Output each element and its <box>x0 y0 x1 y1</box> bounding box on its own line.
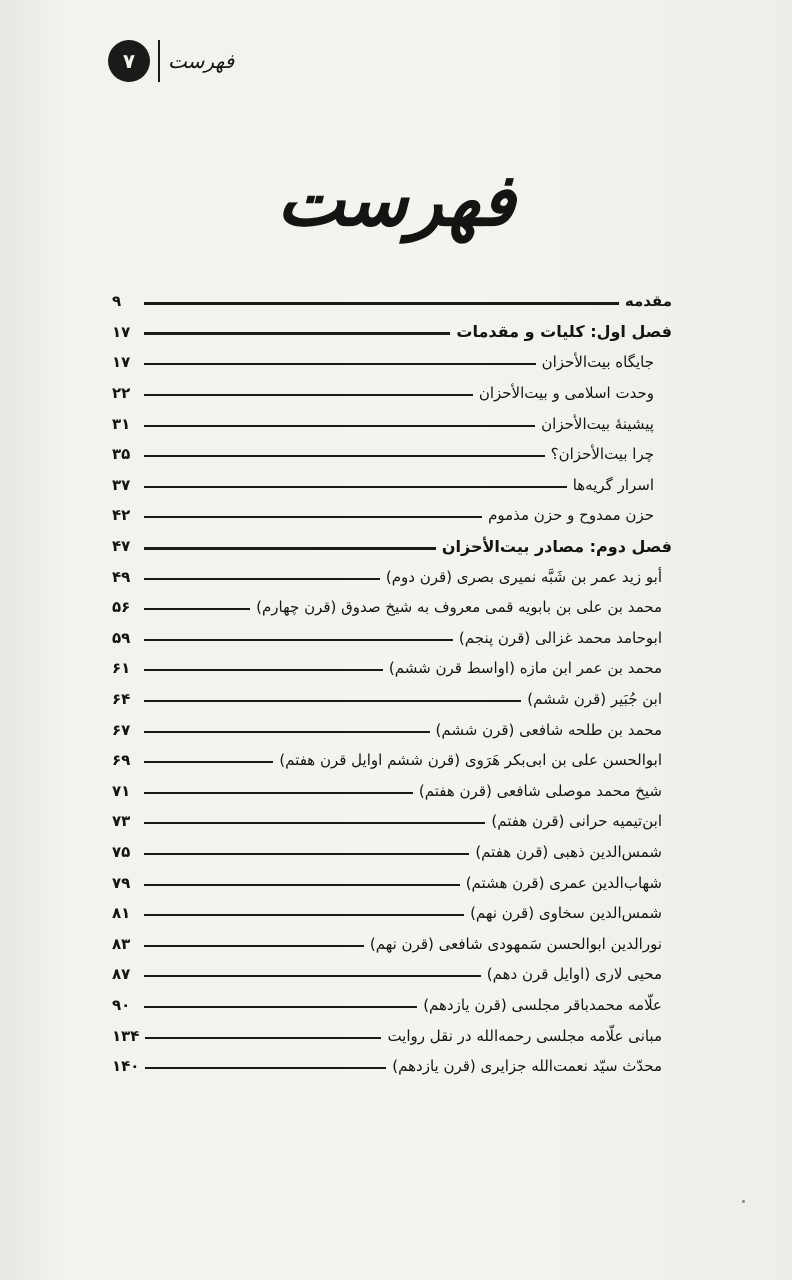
toc-entry <box>112 776 672 807</box>
toc-entry <box>112 837 672 868</box>
toc-entry-title: مبانی علّامه مجلسی رحمه‌الله در نقل روایت <box>387 1026 662 1045</box>
toc-leader-line <box>144 332 450 335</box>
toc-leader-line <box>145 1067 386 1069</box>
toc-entry-page: ۲۲ <box>112 384 131 403</box>
toc-entry-page: ۴۹ <box>112 567 131 586</box>
toc-entry-title: محمد بن عمر ابن مازه (اواسط قرن ششم) <box>388 659 662 678</box>
toc-entry-title: اسرار گریه‌ها <box>572 475 654 494</box>
toc-entry <box>112 714 672 745</box>
toc-leader-line <box>144 394 473 396</box>
toc-leader-line <box>144 516 482 518</box>
toc-entry-page: ۱۷ <box>112 353 131 372</box>
toc-leader-line <box>144 363 536 365</box>
toc-leader-line <box>144 578 380 580</box>
toc-entry <box>112 347 672 378</box>
toc-leader-line <box>144 486 567 488</box>
toc-entry-title: شیخ محمد موصلی شافعی (قرن هفتم) <box>418 781 662 800</box>
toc-entry-page: ۴۷ <box>112 537 131 556</box>
toc-leader-line <box>144 425 535 427</box>
toc-entry-title: حزن ممدوح و حزن مذموم <box>488 506 654 525</box>
toc-entry <box>112 745 672 776</box>
toc-entry-page: ۱۴۰ <box>112 1057 140 1076</box>
toc-leader-line <box>144 669 383 671</box>
toc-entry <box>112 898 672 929</box>
toc-entry-title: ابن‌تیمیه حرانی (قرن هفتم) <box>491 812 662 831</box>
toc-entry-title: علّامه محمدباقر مجلسی (قرن یازدهم) <box>423 995 662 1014</box>
toc-entry-title: أبو زید عمر بن شَبَّه نمیری بصری (قرن دوم) <box>385 567 662 586</box>
toc-entry <box>112 378 672 409</box>
toc-entry-page: ۷۵ <box>112 842 131 861</box>
toc-leader-line <box>144 639 453 641</box>
toc-entry-title: محیی لاری (اوایل قرن دهم) <box>486 965 662 984</box>
toc-entry-page: ۱۷ <box>112 322 131 341</box>
toc-entry-page: ۶۹ <box>112 751 131 770</box>
toc-entry-title: شمس‌الدین ذهبی (قرن هفتم) <box>475 842 662 861</box>
toc-entry <box>112 990 672 1021</box>
toc-entry <box>112 928 672 959</box>
toc-entry-title: جایگاه بیت‌الأحزان <box>541 353 654 372</box>
toc-entry-page: ۷۹ <box>112 873 131 892</box>
toc-entry-title: پیشینهٔ بیت‌الأحزان <box>541 414 654 433</box>
toc-entry-title: شمس‌الدین سخاوی (قرن نهم) <box>470 904 662 923</box>
toc-entry <box>112 408 672 439</box>
toc-entry-title: چرا بیت‌الأحزان؟ <box>550 445 654 464</box>
toc-entry <box>112 867 672 898</box>
toc-entry-title: ابن جُبَیر (قرن ششم) <box>527 690 662 709</box>
table-of-contents <box>112 286 672 1081</box>
toc-entry-title: محمد بن طلحه شافعی (قرن ششم) <box>435 720 662 739</box>
page-header <box>108 38 234 84</box>
running-title: فهرست <box>168 49 235 73</box>
toc-entry-page: ۳۱ <box>112 414 131 433</box>
page-title: فهرست <box>276 157 516 242</box>
toc-entry <box>112 592 672 623</box>
toc-leader-line <box>144 914 464 916</box>
toc-entry-page: ۱۳۴ <box>112 1026 140 1045</box>
toc-entry <box>112 1051 672 1082</box>
toc-entry-page: ۳۷ <box>112 475 131 494</box>
toc-entry-page: ۵۹ <box>112 628 131 647</box>
toc-entry-title: محمد بن علی بن بابویه قمی معروف به شیخ صدوق (قرن چهارم) <box>256 598 662 617</box>
toc-entry <box>112 684 672 715</box>
toc-leader-line <box>145 1037 381 1039</box>
paper-speck <box>742 1200 745 1203</box>
header-divider <box>158 40 160 82</box>
toc-entry-page: ۶۱ <box>112 659 131 678</box>
toc-entry <box>112 439 672 470</box>
toc-entry-page: ۴۲ <box>112 506 131 525</box>
toc-entry <box>112 286 672 317</box>
toc-entry <box>112 317 672 348</box>
toc-entry <box>112 561 672 592</box>
toc-entry-title: مقدمه <box>624 292 672 311</box>
toc-entry-page: ۵۶ <box>112 598 131 617</box>
toc-entry-title: فصل اول: کلیات و مقدمات <box>456 322 672 342</box>
toc-entry-page: ۸۳ <box>112 934 131 953</box>
toc-entry <box>112 470 672 501</box>
toc-entry <box>112 500 672 531</box>
toc-entry <box>112 623 672 654</box>
toc-entry-page: ۷۱ <box>112 781 131 800</box>
toc-leader-line <box>144 700 521 702</box>
toc-entry-page: ۸۷ <box>112 965 131 984</box>
toc-entry-page: ۹۰ <box>112 995 131 1014</box>
toc-leader-line <box>144 608 250 610</box>
toc-leader-line <box>144 884 460 886</box>
toc-leader-line <box>144 302 619 305</box>
toc-entry <box>112 653 672 684</box>
toc-entry-title: ابوحامد محمد غزالی (قرن پنجم) <box>458 628 662 647</box>
toc-entry-page: ۶۴ <box>112 690 131 709</box>
toc-leader-line <box>144 853 469 855</box>
toc-entry-page: ۹ <box>112 292 122 311</box>
toc-entry <box>112 531 672 562</box>
toc-leader-line <box>144 822 485 824</box>
toc-entry-page: ۷۳ <box>112 812 131 831</box>
toc-leader-line <box>144 792 413 794</box>
toc-entry-page: ۶۷ <box>112 720 131 739</box>
toc-leader-line <box>144 731 430 733</box>
toc-entry-title: ابوالحسن علی بن ابی‌بکر هَرَوی (قرن ششم اوایل قرن هفتم) <box>279 751 662 770</box>
toc-leader-line <box>144 761 273 763</box>
toc-entry-title: وحدت اسلامی و بیت‌الأحزان <box>478 384 654 403</box>
toc-entry-page: ۸۱ <box>112 904 131 923</box>
toc-leader-line <box>144 455 545 457</box>
toc-leader-line <box>144 945 364 947</box>
toc-entry-title: شهاب‌الدین عمری (قرن هشتم) <box>465 873 662 892</box>
page-number-badge: ۷ <box>108 40 150 82</box>
toc-entry-title: محدّث سیّد نعمت‌الله جزایری (قرن یازدهم) <box>392 1057 662 1076</box>
toc-leader-line <box>144 1006 417 1008</box>
toc-leader-line <box>144 547 436 550</box>
toc-entry <box>112 959 672 990</box>
toc-entry-title: فصل دوم: مصادر بیت‌الأحزان <box>441 536 672 556</box>
toc-leader-line <box>144 975 481 977</box>
toc-entry-title: نورالدین ابوالحسن سَمهودی شافعی (قرن نهم) <box>369 934 662 953</box>
toc-entry <box>112 806 672 837</box>
toc-entry <box>112 1020 672 1051</box>
toc-entry-page: ۳۵ <box>112 445 131 464</box>
